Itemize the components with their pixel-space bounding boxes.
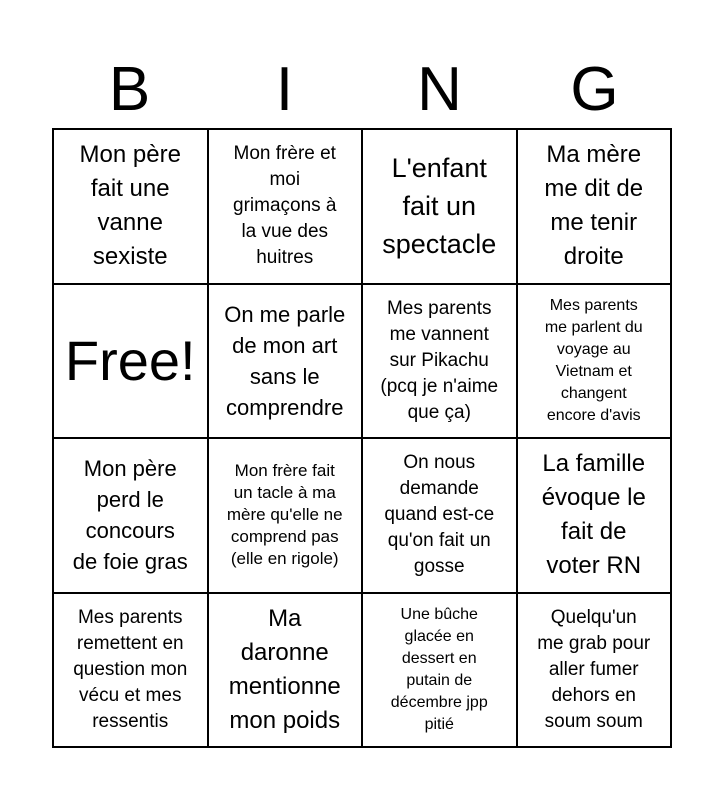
cell-text: On nous demande quand est-ce qu'on fait un gosse xyxy=(384,452,495,578)
bingo-cell[interactable] xyxy=(363,285,518,440)
bingo-header xyxy=(52,52,672,128)
bingo-cell[interactable] xyxy=(209,130,364,285)
cell-text: Mes parents me parlent du voyage au Vietnam et changent encore d'avis xyxy=(544,296,643,424)
cell-text: On me parle de mon art sans le comprendre xyxy=(224,301,346,420)
cell-text: Une bûche glacée en dessert en putain de décembre jpp pitié xyxy=(390,605,488,733)
cell-text: Mon père perd le concours de foie gras xyxy=(72,456,188,575)
bingo-cell[interactable] xyxy=(363,130,518,285)
cell-text: Ma daronne mentionne mon poids xyxy=(228,604,341,734)
cell-text: Mon père fait une vanne sexiste xyxy=(79,141,181,271)
cell-text: Free! xyxy=(64,328,196,392)
bingo-cell[interactable] xyxy=(363,594,518,749)
bingo-cell[interactable] xyxy=(209,594,364,749)
header-letter-g: G xyxy=(570,55,619,124)
bingo-cell[interactable] xyxy=(518,130,673,285)
cell-text: Mes parents me vannent sur Pikachu (pcq je n'aime que ça) xyxy=(380,297,499,423)
cell-text: Mon frère fait un tacle à ma mère qu'elle ne comprend pas (elle en rigole) xyxy=(226,461,343,569)
bingo-cell[interactable] xyxy=(54,130,209,285)
cell-text: Ma mère me dit de me tenir droite xyxy=(544,141,644,271)
bingo-cell[interactable] xyxy=(518,285,673,440)
free-cell[interactable] xyxy=(54,285,209,440)
cell-text: La famille évoque le fait de voter RN xyxy=(541,450,646,580)
bingo-grid xyxy=(52,128,672,748)
cell-text: Quelqu'un me grab pour aller fumer dehors en soum soum xyxy=(537,606,651,732)
cell-text: Mon frère et moi grimaçons à la vue des huitres xyxy=(233,143,337,269)
bingo-cell[interactable] xyxy=(54,439,209,594)
bingo-cell[interactable] xyxy=(363,439,518,594)
cell-text: L'enfant fait un spectacle xyxy=(382,153,497,260)
bingo-cell[interactable] xyxy=(54,594,209,749)
header-letter-i: I xyxy=(275,55,294,124)
bingo-cell[interactable] xyxy=(518,439,673,594)
bingo-cell[interactable] xyxy=(518,594,673,749)
header-letter-b: B xyxy=(108,55,151,124)
bingo-cell[interactable] xyxy=(209,285,364,440)
header-letter-n: N xyxy=(417,55,462,124)
bingo-cell[interactable] xyxy=(209,439,364,594)
cell-text: Mes parents remettent en question mon vécu et mes ressentis xyxy=(73,606,188,732)
